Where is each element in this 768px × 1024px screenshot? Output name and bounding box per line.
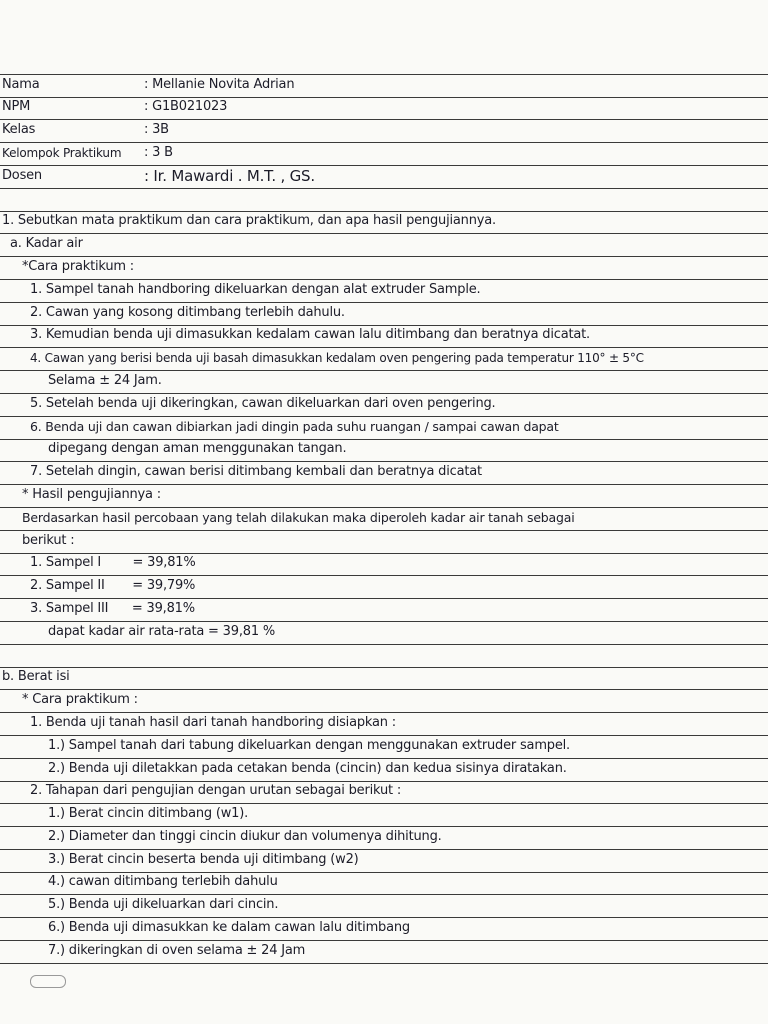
question-text: 1. Sebutkan mata praktikum dan cara praktikum, dan apa hasil pengujiannya. — [2, 213, 496, 229]
field-label: Nama — [2, 76, 40, 92]
step-line — [0, 303, 768, 326]
result-line — [0, 599, 768, 622]
substep-line — [0, 759, 768, 782]
step-text: 1. Benda uji tanah hasil dari tanah handboring disiapkan : — [30, 714, 396, 730]
hasil-line — [0, 531, 768, 554]
substep-line — [0, 895, 768, 918]
step-line — [0, 713, 768, 736]
step-text: dipegang dengan aman menggunakan tangan. — [48, 441, 347, 457]
blank-line — [0, 189, 768, 212]
substep-line — [0, 804, 768, 827]
field-label: Dosen — [2, 167, 42, 183]
substep-text: 3.) Berat cincin beserta benda uji ditimbang (w2) — [48, 851, 359, 867]
field-value: : 3 B — [144, 144, 173, 160]
step-line — [0, 440, 768, 463]
step-text: Selama ± 24 Jam. — [48, 372, 162, 388]
step-line — [0, 394, 768, 417]
substep-line — [0, 941, 768, 964]
heading: * Hasil pengujiannya : — [22, 486, 161, 502]
hasil-heading — [0, 485, 768, 508]
step-text: 2. Tahapan dari pengujian dengan urutan sebagai berikut : — [30, 783, 402, 799]
substep-line — [0, 736, 768, 759]
step-text: 2. Cawan yang kosong ditimbang terlebih dahulu. — [30, 304, 345, 320]
question — [0, 212, 768, 235]
field-kelompok — [0, 143, 768, 166]
field-label: Kelas — [2, 122, 36, 138]
section-a-title — [0, 234, 768, 257]
field-value: : Ir. Mawardi . M.T. , GS. — [144, 166, 315, 185]
step-line — [0, 462, 768, 485]
substep-text: 2.) Benda uji diletakkan pada cetakan benda (cincin) dan kedua sisinya diratakan. — [48, 760, 567, 776]
field-kelas — [0, 120, 768, 143]
field-value: : Mellanie Novita Adrian — [144, 76, 295, 92]
average-text: dapat kadar air rata-rata = 39,81 % — [48, 623, 275, 639]
step-line — [0, 326, 768, 349]
step-text: 4. Cawan yang berisi benda uji basah dimasukkan kedalam oven pengering pada temperatur 110° ± 5°C — [30, 351, 644, 366]
result-line — [0, 576, 768, 599]
heading: *Cara praktikum : — [22, 258, 134, 274]
hasil-text: berikut : — [22, 532, 75, 548]
average-line — [0, 622, 768, 645]
heading: * Cara praktikum : — [22, 692, 138, 708]
section-b-title — [0, 668, 768, 691]
substep-text: 5.) Benda uji dikeluarkan dari cincin. — [48, 897, 279, 913]
step-text: 7. Setelah dingin, cawan berisi ditimbang kembali dan beratnya dicatat — [30, 464, 482, 480]
field-label: NPM — [2, 99, 31, 115]
result-line — [0, 554, 768, 577]
step-line — [0, 782, 768, 805]
substep-line — [0, 850, 768, 873]
step-text: 5. Setelah benda uji dikeringkan, cawan dikeluarkan dari oven pengering. — [30, 395, 496, 411]
field-dosen — [0, 166, 768, 189]
blank-line — [0, 52, 768, 75]
step-line — [0, 417, 768, 440]
substep-text: 1.) Berat cincin ditimbang (w1). — [48, 806, 249, 822]
section-title: a. Kadar air — [10, 236, 83, 252]
substep-text: 6.) Benda uji dimasukkan ke dalam cawan lalu ditimbang — [48, 920, 410, 936]
step-text: 6. Benda uji dan cawan dibiarkan jadi dingin pada suhu ruangan / sampai cawan dapat — [30, 418, 559, 434]
step-text: 1. Sampel tanah handboring dikeluarkan dengan alat extruder Sample. — [30, 281, 481, 297]
result-text: 3. Sampel III = 39,81% — [30, 600, 195, 616]
blank-line — [0, 645, 768, 668]
lined-paper — [0, 52, 768, 964]
substep-text: 7.) dikeringkan di oven selama ± 24 Jam — [48, 942, 306, 958]
step-line — [0, 280, 768, 303]
cara-heading — [0, 690, 768, 713]
field-label: Kelompok Praktikum — [2, 145, 122, 160]
hasil-line — [0, 508, 768, 531]
paper-brand-stamp — [30, 975, 66, 988]
substep-line — [0, 873, 768, 896]
field-value: : 3B — [144, 122, 169, 138]
step-line — [0, 371, 768, 394]
field-value: : G1B021023 — [144, 99, 228, 115]
cara-heading — [0, 257, 768, 280]
section-title: b. Berat isi — [2, 669, 70, 685]
substep-text: 4.) cawan ditimbang terlebih dahulu — [48, 874, 278, 890]
substep-line — [0, 918, 768, 941]
field-nama — [0, 75, 768, 98]
step-text: 3. Kemudian benda uji dimasukkan kedalam cawan lalu ditimbang dan beratnya dicatat. — [30, 327, 590, 343]
result-text: 1. Sampel I = 39,81% — [30, 555, 196, 571]
field-npm — [0, 98, 768, 121]
result-text: 2. Sampel II = 39,79% — [30, 578, 196, 594]
substep-text: 1.) Sampel tanah dari tabung dikeluarkan dengan menggunakan extruder sampel. — [48, 737, 570, 753]
substep-line — [0, 827, 768, 850]
hasil-text: Berdasarkan hasil percobaan yang telah dilakukan maka diperoleh kadar air tanah sebagai — [22, 509, 575, 525]
substep-text: 2.) Diameter dan tinggi cincin diukur dan volumenya dihitung. — [48, 828, 442, 844]
step-line — [0, 348, 768, 371]
